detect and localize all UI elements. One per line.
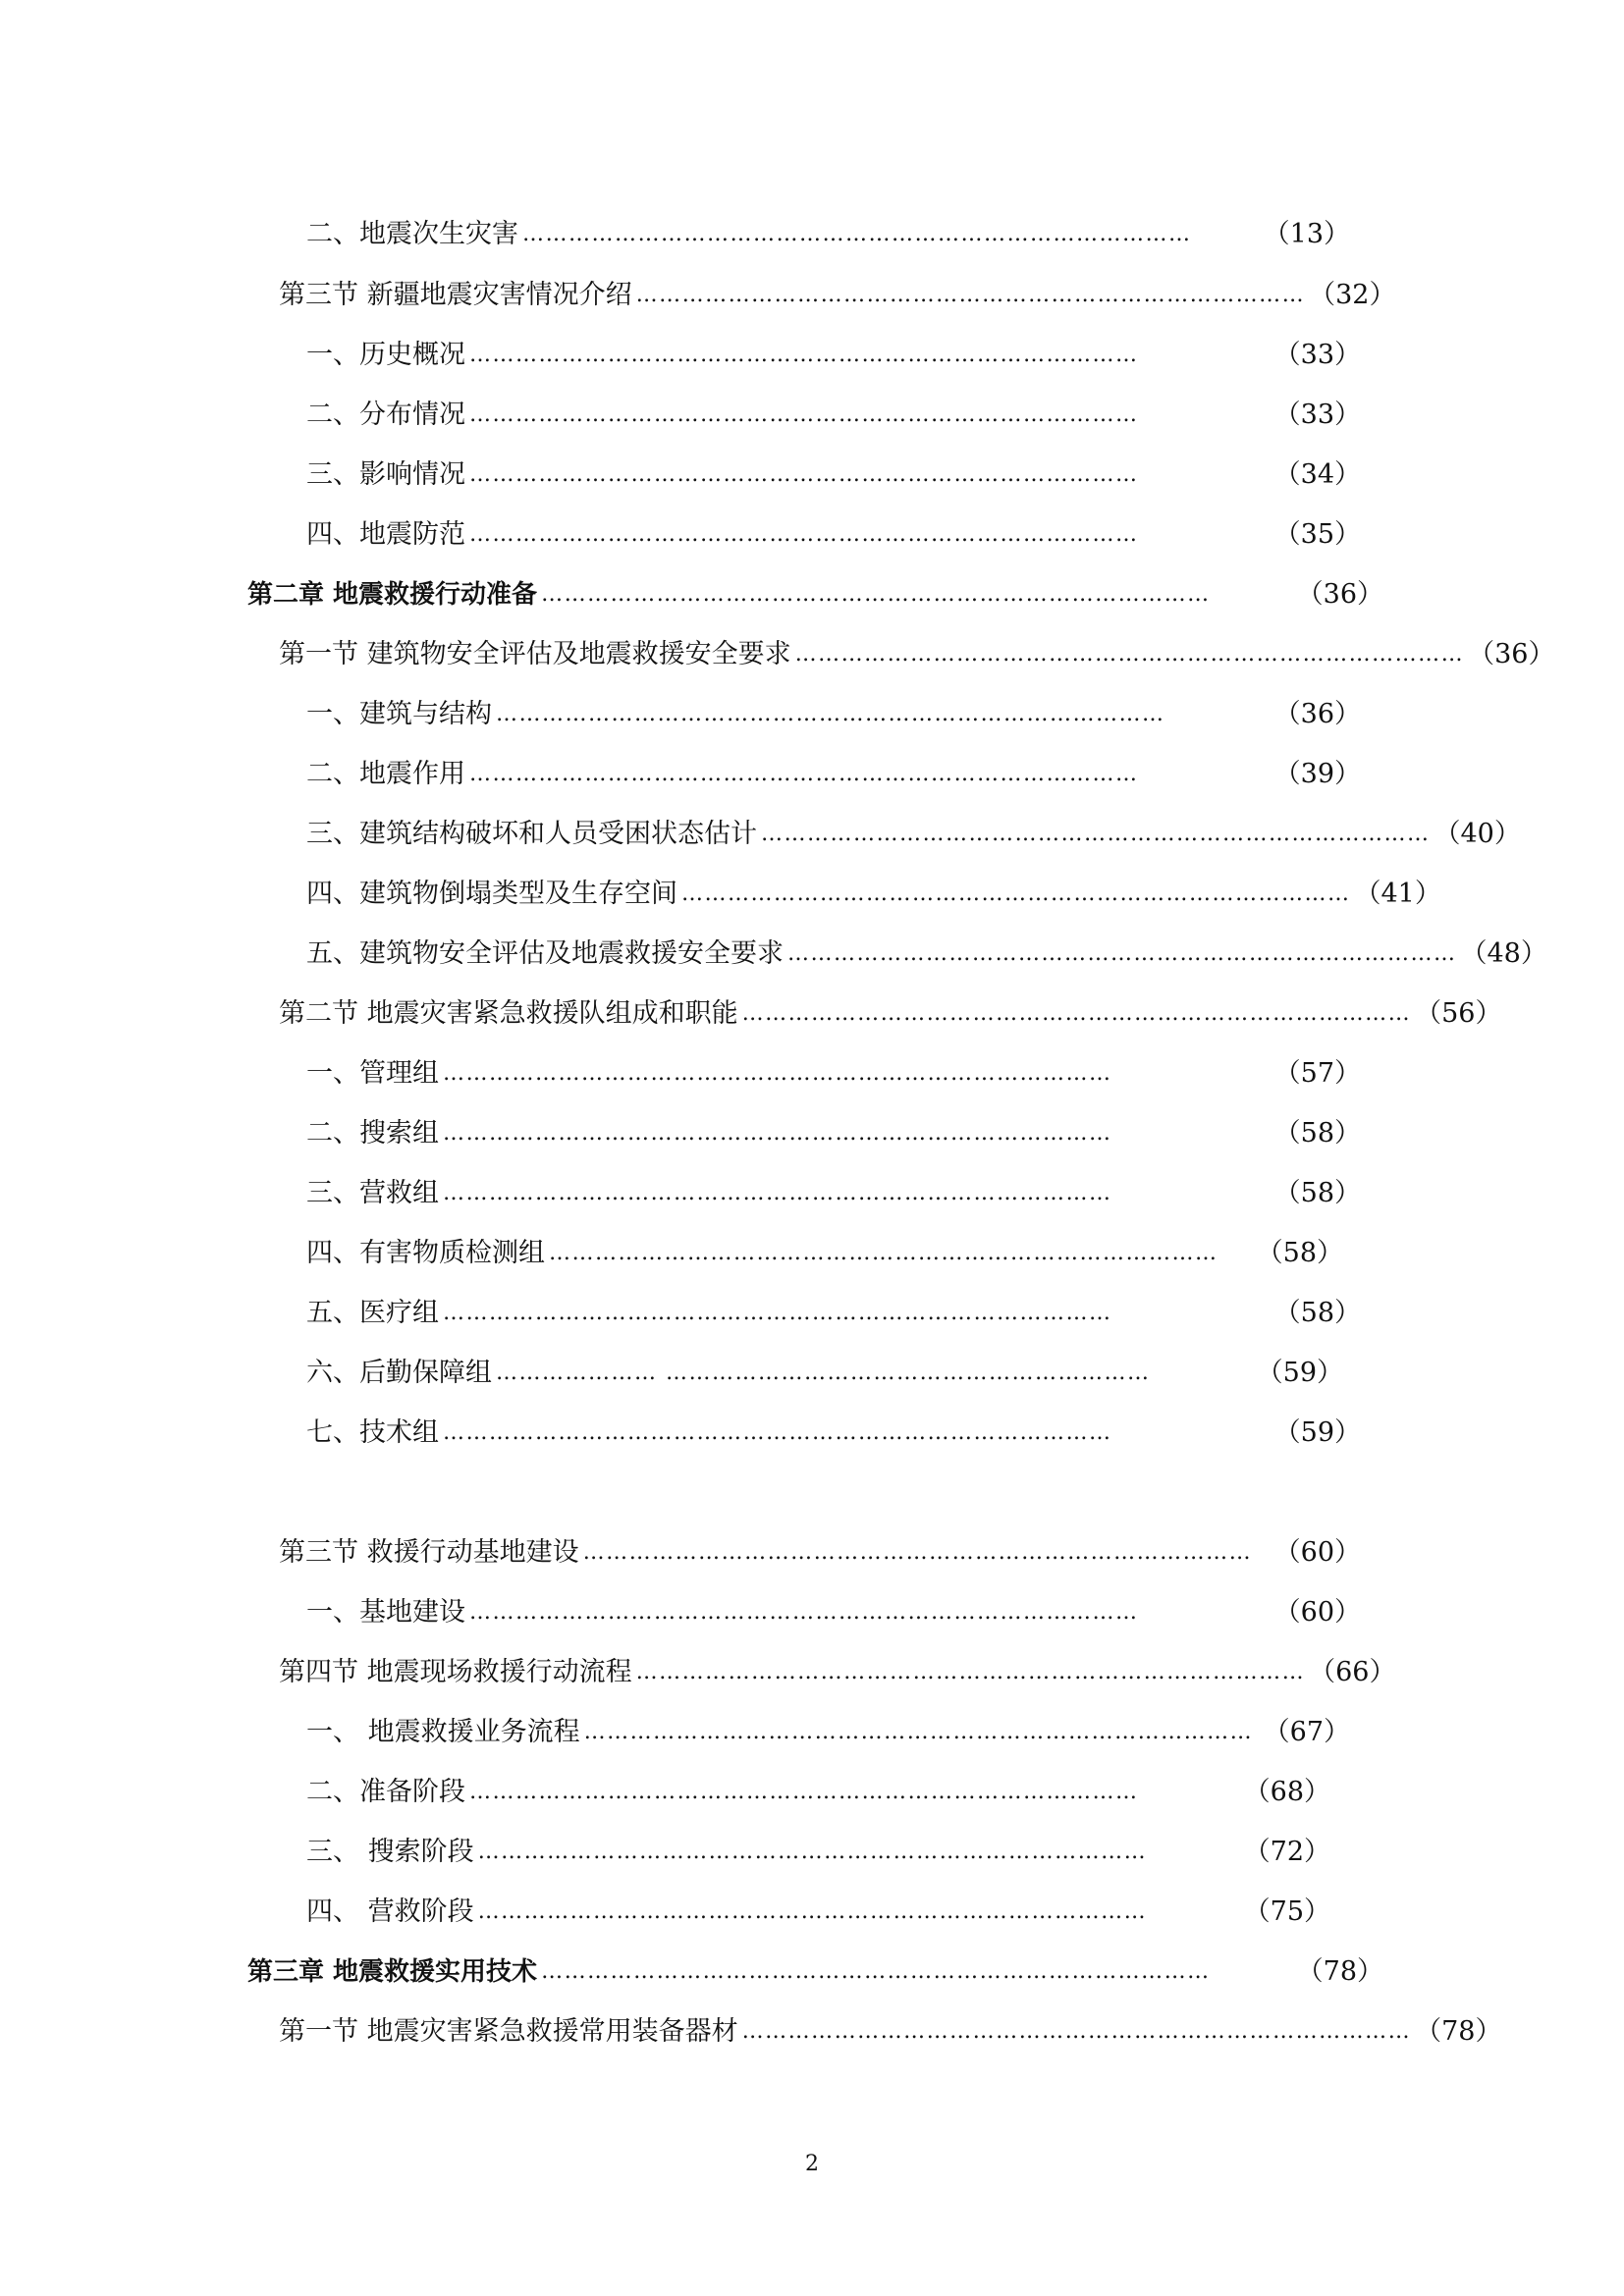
toc-entry-leader: …………………………………………………………………………… <box>477 1840 1148 1864</box>
toc-entry-leader: …………………………………………………………………………… <box>469 762 1139 786</box>
toc-entry-page: （59） <box>1256 1358 1343 1388</box>
toc-entry-page: （56） <box>1415 998 1502 1029</box>
toc-entry <box>279 1653 1396 1692</box>
toc-entry-page: （39） <box>1273 759 1361 789</box>
toc-entry-page: （41） <box>1354 879 1441 909</box>
toc-entry-leader: …………………………………………………………………………… <box>469 402 1139 427</box>
toc-entry-page: （59） <box>1273 1417 1361 1448</box>
toc-entry-page: （33） <box>1273 340 1361 370</box>
toc-entry-leader: …………………………………………………………………………… <box>681 881 1351 906</box>
toc-entry <box>306 1713 1350 1752</box>
toc-entry <box>306 1773 1330 1812</box>
toc-entry <box>306 1174 1361 1213</box>
toc-chapter-entry <box>247 575 1383 614</box>
toc-entry-page: （33） <box>1273 400 1361 430</box>
toc-entry-leader: …………………………………………………………………………… <box>635 1660 1306 1684</box>
toc-entry-page: （78） <box>1296 1956 1383 1987</box>
toc-entry-title: 第二章 地震救援行动准备 <box>247 580 538 610</box>
toc-entry-leader: …………………………………………………………………………… <box>549 1241 1218 1265</box>
toc-entry-page: （72） <box>1243 1837 1330 1867</box>
toc-entry <box>306 934 1547 974</box>
toc-entry <box>306 1414 1361 1453</box>
toc-entry-leader: …………………………………………………………………………… <box>541 582 1211 607</box>
toc-entry-title: 二、搜索组 <box>306 1118 439 1148</box>
toc-entry-title: 第一节 建筑物安全评估及地震救援安全要求 <box>279 639 791 669</box>
toc-entry-page: （58） <box>1273 1298 1361 1328</box>
toc-entry-leader: …………………………………………………………………………… <box>443 1061 1112 1086</box>
toc-entry <box>306 215 1350 254</box>
toc-entry-title: 二、地震次生灾害 <box>306 219 518 249</box>
toc-entry-page: （57） <box>1273 1058 1361 1089</box>
toc-entry <box>279 1533 1361 1573</box>
toc-entry-leader: ………………… ……………………………………………………… <box>496 1361 1151 1385</box>
toc-entry-page: （40） <box>1434 819 1521 849</box>
toc-entry <box>306 396 1361 435</box>
toc-entry-leader: …………………………………………………………………………… <box>469 522 1139 547</box>
toc-entry-page: （75） <box>1243 1896 1330 1927</box>
toc-entry <box>306 336 1361 375</box>
toc-entry <box>306 755 1361 794</box>
toc-entry <box>306 1593 1361 1632</box>
toc-entry <box>306 1354 1343 1393</box>
toc-entry-page: （35） <box>1273 519 1361 550</box>
toc-entry <box>279 994 1502 1034</box>
toc-entry-leader: …………………………………………………………………………… <box>469 1600 1139 1625</box>
toc-entry-title: 一、历史概况 <box>306 340 465 370</box>
toc-entry <box>279 276 1396 315</box>
toc-entry <box>306 515 1361 555</box>
toc-entry-title: 一、 地震救援业务流程 <box>306 1717 580 1747</box>
toc-entry-page: （36） <box>1273 699 1361 729</box>
toc-entry-leader: …………………………………………………………………………… <box>443 1121 1112 1146</box>
toc-entry-title: 二、地震作用 <box>306 759 465 789</box>
toc-entry-title: 第二节 地震灾害紧急救援队组成和职能 <box>279 998 738 1029</box>
toc-entry-title: 四、建筑物倒塌类型及生存空间 <box>306 879 677 909</box>
toc-entry-leader: …………………………………………………………………………… <box>741 2019 1412 2044</box>
toc-entry-title: 一、建筑与结构 <box>306 699 492 729</box>
toc-entry-title: 三、建筑结构破坏和人员受困状态估计 <box>306 819 757 849</box>
toc-entry-page: （58） <box>1256 1238 1343 1268</box>
toc-entry-leader: …………………………………………………………………………… <box>469 462 1139 487</box>
toc-entry-leader: …………………………………………………………………………… <box>794 642 1465 667</box>
toc-entry-title: 二、分布情况 <box>306 400 465 430</box>
toc-entry-page: （36） <box>1296 579 1383 610</box>
toc-entry-title: 三、营救组 <box>306 1178 439 1208</box>
toc-entry-page: （32） <box>1309 280 1396 310</box>
toc-entry-title: 第四节 地震现场救援行动流程 <box>279 1657 632 1687</box>
toc-entry-title: 一、基地建设 <box>306 1597 465 1628</box>
toc-entry <box>306 695 1361 734</box>
toc-entry <box>306 1234 1343 1273</box>
toc-entry-page: （58） <box>1273 1118 1361 1148</box>
toc-entry-title: 第一节 地震灾害紧急救援常用装备器材 <box>279 2016 738 2047</box>
toc-entry-leader: …………………………………………………………………………… <box>541 1959 1211 1984</box>
toc-entry <box>306 1893 1330 1932</box>
toc-entry-title: 第三节 新疆地震灾害情况介绍 <box>279 280 632 310</box>
toc-entry-title: 四、地震防范 <box>306 519 465 550</box>
toc-entry <box>306 1114 1361 1153</box>
toc-entry-leader: …………………………………………………………………………… <box>583 1720 1254 1744</box>
toc-entry-title: 三、 搜索阶段 <box>306 1837 474 1867</box>
toc-entry-title: 一、管理组 <box>306 1058 439 1089</box>
toc-entry <box>306 815 1521 854</box>
toc-entry-leader: …………………………………………………………………………… <box>635 283 1306 307</box>
toc-entry-title: 四、有害物质检测组 <box>306 1238 545 1268</box>
toc-entry <box>306 1294 1361 1333</box>
toc-entry-leader: …………………………………………………………………………… <box>477 1899 1148 1924</box>
toc-entry <box>306 1054 1361 1094</box>
toc-entry-title: 五、建筑物安全评估及地震救援安全要求 <box>306 938 784 969</box>
toc-entry-title: 六、后勤保障组 <box>306 1358 492 1388</box>
toc-entry-page: （66） <box>1309 1657 1396 1687</box>
toc-entry-page: （34） <box>1273 459 1361 490</box>
toc-entry-page: （13） <box>1263 219 1350 249</box>
toc-entry-page: （60） <box>1273 1597 1361 1628</box>
toc-entry-leader: …………………………………………………………………………… <box>582 1540 1253 1565</box>
toc-entry-leader: …………………………………………………………………………… <box>761 822 1431 846</box>
toc-entry-title: 第三章 地震救援实用技术 <box>247 1957 538 1987</box>
toc-entry-leader: …………………………………………………………………………… <box>469 343 1139 367</box>
toc-entry <box>279 2012 1502 2052</box>
toc-entry-title: 四、 营救阶段 <box>306 1896 474 1927</box>
toc-entry-leader: …………………………………………………………………………… <box>443 1420 1112 1445</box>
toc-entry-page: （58） <box>1273 1178 1361 1208</box>
toc-entry-title: 三、影响情况 <box>306 459 465 490</box>
toc-entry-page: （67） <box>1263 1717 1350 1747</box>
toc-entry-leader: …………………………………………………………………………… <box>443 1181 1112 1205</box>
toc-entry-page: （60） <box>1273 1537 1361 1568</box>
toc-entry <box>306 455 1361 495</box>
toc-entry-leader: …………………………………………………………………………… <box>443 1301 1112 1325</box>
toc-chapter-entry <box>247 1952 1383 1992</box>
page-number: 2 <box>805 2152 819 2176</box>
toc-entry-title: 七、技术组 <box>306 1417 439 1448</box>
toc-entry-leader: …………………………………………………………………………… <box>469 1780 1139 1804</box>
toc-entry-page: （78） <box>1415 2016 1502 2047</box>
toc-entry <box>306 875 1441 914</box>
toc-entry-leader: …………………………………………………………………………… <box>496 702 1165 726</box>
toc-entry-leader: …………………………………………………………………………… <box>522 222 1192 246</box>
toc-entry-page: （36） <box>1468 639 1555 669</box>
toc-entry <box>306 1833 1330 1872</box>
toc-entry-title: 二、准备阶段 <box>306 1777 465 1807</box>
toc-entry <box>279 635 1555 674</box>
toc-entry-title: 五、医疗组 <box>306 1298 439 1328</box>
toc-entry-leader: …………………………………………………………………………… <box>787 941 1457 966</box>
toc-entry-title: 第三节 救援行动基地建设 <box>279 1537 579 1568</box>
toc-entry-leader: …………………………………………………………………………… <box>741 1001 1412 1026</box>
toc-entry-page: （68） <box>1243 1777 1330 1807</box>
toc-entry-page: （48） <box>1460 938 1547 969</box>
